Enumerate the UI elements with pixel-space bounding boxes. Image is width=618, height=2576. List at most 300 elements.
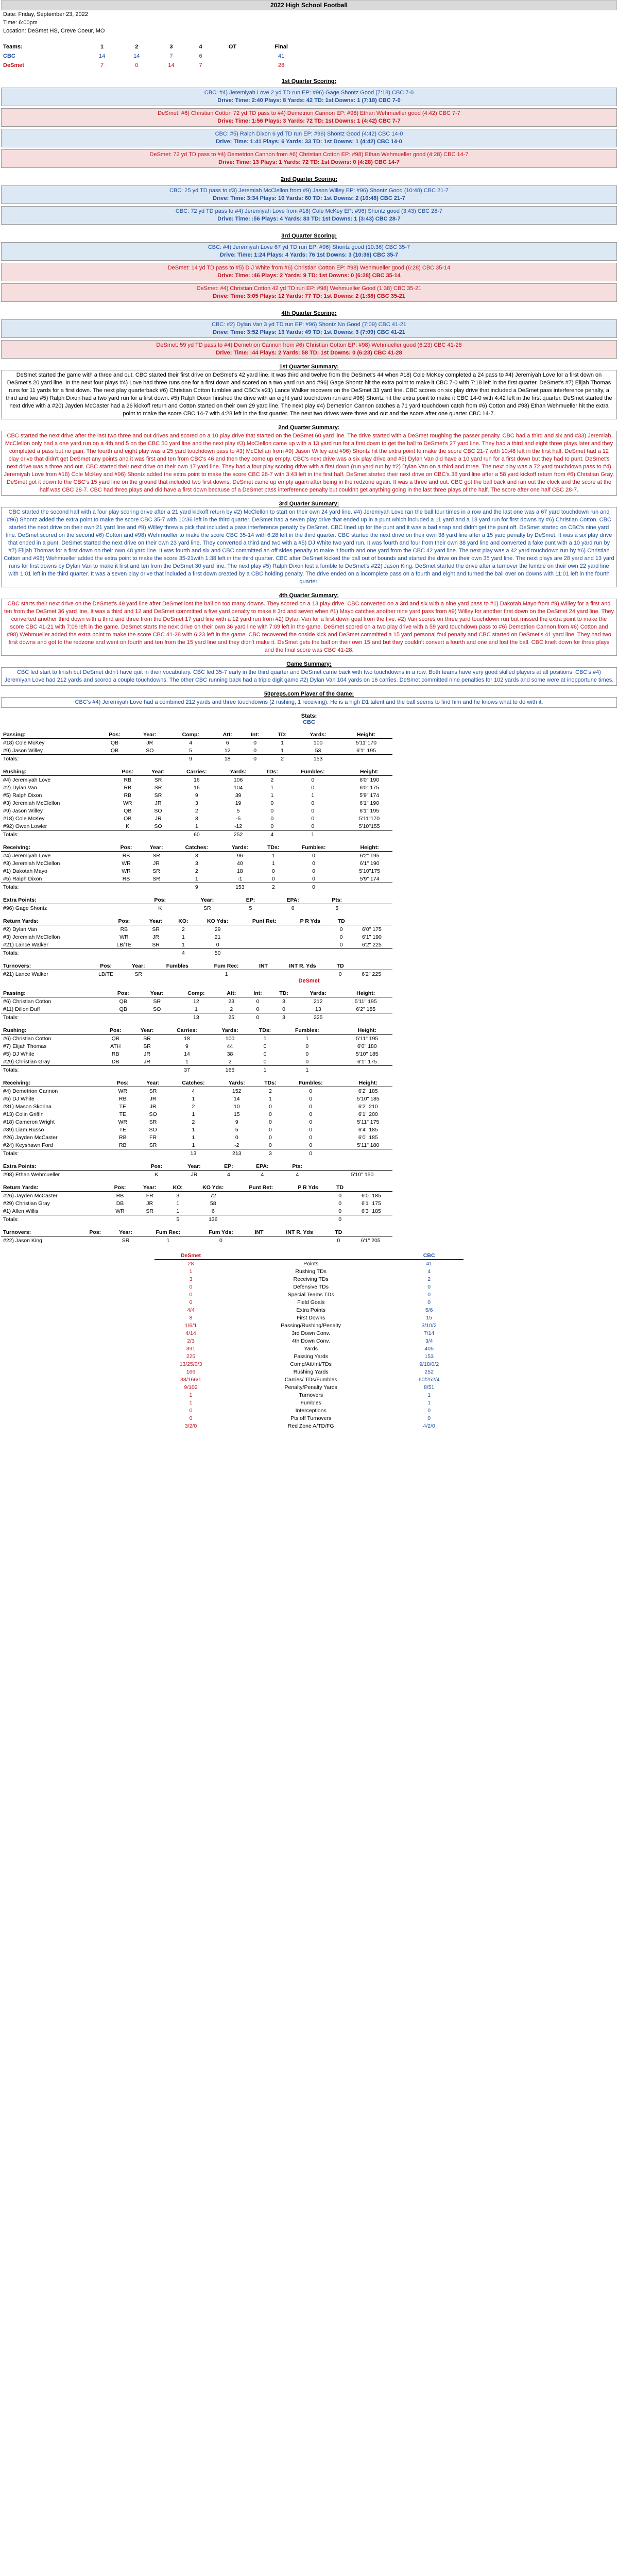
stats-cell: RB [122, 875, 130, 882]
stats-cell: 0 [309, 1126, 313, 1133]
stats-cell: 0 [235, 1134, 238, 1141]
comparison-cbc-value: 5/6 [425, 1307, 433, 1313]
stats-total-cell: 0 [285, 1149, 336, 1158]
stats-cell: 3 [176, 1192, 180, 1199]
stats-cell [336, 1126, 344, 1133]
comparison-category: Points [303, 1260, 319, 1267]
comparison-category: Special Teams TDs [287, 1291, 334, 1298]
scoring-play-drive: Drive: Time: :46 Plays: 2 Yards: 9 TD: 1st Downs: 0 (6:28) CBC 35-14 [217, 273, 401, 279]
comparison-row [154, 1391, 464, 1399]
stats-cell [240, 933, 289, 941]
stats-cell: JR [154, 815, 162, 822]
stats-header-cell: Year: [130, 1026, 163, 1035]
stats-header-row [1, 1162, 392, 1171]
stats-header-cell: Year: [131, 731, 168, 739]
stats-cell: 6'1" 190 [359, 860, 380, 867]
stats-total-cell [141, 883, 172, 891]
quarter-summary-text: CBC starts their next drive on the DeSmet's 49 yard line after DeSmet lost the ball on too many downs. They scored on a 13 play drive. CBC converted on a 3rd and six with a nine yard pass to #1) Dakotah Mayo from #9) Willey for a first and ten from the DeSmet 36 yard line. It was a third and 12 and DeSmet committed a five yard penalty to make it 3rd and seven when #1) Mayo catches another nine yard pass from #9) Willey for another first down on the DeSmet 24 yard line. They converted another third down with a third and three from the DeSmet 17 yard line with a 12 yard run from #2) Dylan Van for a first down goal from the five. #2) Van scores on three yard touchdown run but missed the extra point to make the score CBC 41-21 with 7:09 left in the game. DeSmet starts the next drive on their own 36 yard line with 7:09 left in the game. DeSmet scored on a two play drive with a 59 yard touchdown pass to #6) Demetrion Cannon from #6) Cotton and #98) Wehmueller added the extra point to make the score CBC 41-28 with 6:23 left in the game. CBC recovered the onside kick and DeSmet committed a 15 yard personal foul penalty and CBC started on DeSmet's 41 yard line. They had two first downs and got to the redzone and went on fourth and ten from the 15 yard line and they didn't make it. DeSmet gets the ball on their own 15 and but they couldn't convert a fourth and one and lost the ball. CBC knelt down for three plays and the final score was CBC 41-28. [1, 599, 617, 656]
comparison-cbc-value: 405 [424, 1345, 434, 1352]
stats-total-cell [107, 949, 141, 957]
stats-header-cell: P R Yds [286, 1183, 330, 1192]
stats-cell: FR [149, 1134, 157, 1141]
comparison-cbc-value: 1 [427, 1399, 431, 1406]
stats-cell: #18) Cole McKey [3, 739, 45, 746]
stats-cell: 96 [237, 852, 243, 859]
scoring-play-desc: DeSmet: 72 yd TD pass to #4) Demetrion Cannon from #6) Christian Cotton EP: #98) Ethan Wehmueller good (4:28) CBC 14-7 [149, 151, 469, 158]
stats-header-cell: Punt Ret: [240, 917, 289, 925]
stats-cell: -2 [234, 1142, 239, 1148]
stats-header-cell: Int: [242, 731, 268, 739]
stats-total-cell [236, 1215, 286, 1224]
stats-header-cell: INT [247, 1228, 271, 1236]
stats-header-cell: Pos: [107, 917, 141, 925]
comparison-category-header [227, 1251, 394, 1260]
stats-header-cell [350, 1183, 392, 1192]
stats-cell: #81) Mason Skorina [3, 1103, 52, 1110]
stats-header-cell: Yards: [296, 731, 340, 739]
scoring-play-desc: CBC: 72 yd TD pass to #4) Jeremiyah Love from #18) Cole McKey EP: #96) Shontz good (3:43) CBC 28-7 [175, 208, 443, 214]
comparison-cbc-value: 0 [427, 1407, 431, 1414]
stats-header-cell: Year: [141, 843, 172, 852]
stats-header-cell: EPA: [244, 1162, 281, 1171]
stats-header-cell: Pos: [113, 768, 142, 776]
stats-total-cell [112, 883, 141, 891]
comparison-cbc-value: 252 [424, 1368, 434, 1375]
stats-row [1, 799, 392, 807]
stats-cell: RB [119, 1134, 127, 1141]
stats-header-cell: Yards: [221, 843, 259, 852]
stats-cell: 14 [184, 1050, 190, 1057]
scoreboard-row-desmet: DeSmet 7 0 14 7 28 [3, 62, 285, 69]
stats-cell: 0 [216, 941, 219, 948]
comparison-row [154, 1406, 464, 1414]
comparison-desmet-value: 0 [189, 1299, 193, 1306]
stats-cell [339, 867, 347, 875]
game-summary-title: Game Summary: [286, 661, 332, 667]
stats-total-row [1, 1149, 392, 1158]
stats-cell: 0 [309, 1142, 313, 1148]
stats-cell: 3 [282, 998, 285, 1005]
comparison-cbc-value: 8/51 [423, 1384, 435, 1391]
stats-cell: 0 [268, 1126, 272, 1133]
comparison-team-cbc: CBC [394, 1251, 464, 1260]
comparison-desmet-value: 3/2/0 [184, 1422, 197, 1429]
stats-cell: SR [154, 784, 162, 791]
comparison-cbc-value: 2 [427, 1276, 431, 1282]
stats-cell: SO [154, 823, 162, 829]
stats-table [1, 843, 392, 891]
stats-total-cell [130, 1066, 163, 1074]
stats-cell: K [154, 1171, 159, 1178]
stats-header-cell: Receiving: [1, 843, 112, 852]
game-report [1, 0, 617, 1430]
stats-total-cell [140, 1013, 175, 1022]
stats-cell: QB [110, 739, 119, 746]
scoring-play-drive: Drive: Time: 1:56 Plays: 3 Yards: 72 TD: 1st Downs: 1 (4:42) CBC 7-7 [217, 118, 401, 124]
stats-cell: 38 [227, 1050, 233, 1057]
stats-cell: #11) Dillon Duff [3, 1006, 40, 1012]
stats-cell [289, 941, 332, 949]
stats-cell: 4 [227, 1171, 230, 1178]
stats-total-cell [340, 755, 392, 763]
stats-cell: 4 [189, 739, 193, 746]
scoring-play-drive: Drive: Time: 1:41 Plays: 6 Yards: 33 TD: 1st Downs: 1 (4:42) CBC 14-0 [216, 139, 402, 145]
stats-cell: 0 [309, 1095, 313, 1102]
comparison-category: Rushing TDs [295, 1268, 327, 1275]
comparison-cbc-value: 4 [427, 1268, 431, 1275]
comparison-cbc-value: 153 [424, 1353, 434, 1360]
comparison-category: 4th Down Conv. [291, 1337, 330, 1344]
comparison-category: 3rd Down Conv. [291, 1330, 330, 1336]
scoring-summary [1, 77, 617, 359]
stats-cell: 15 [233, 1111, 240, 1117]
stats-cell: 1 [195, 823, 198, 829]
stats-cell: 152 [232, 1088, 242, 1094]
stats-header-cell: Passing: [1, 989, 107, 997]
stats-header-cell: Year: [110, 1228, 142, 1236]
stats-cell: #18) Cole McKey [3, 815, 45, 822]
stats-total-cell: 5 [165, 1215, 191, 1224]
scoring-play-desc: CBC: #2) Dylan Van 3 yd TD run EP: #96) Shontz No Good (7:09) CBC 41-21 [211, 321, 407, 328]
stats-total-cell: 4 [257, 831, 287, 839]
stats-cell: #3) Jeremiah McClellon [3, 800, 60, 806]
scoring-play-desc: CBC: #4) Jeremiyah Love 2 yd TD run EP: #96) Gage Shontz Good (7:18) CBC 7-0 [204, 90, 414, 96]
stats-cell: SR [154, 776, 162, 783]
stats-header-cell: Year: [182, 896, 232, 904]
stats-row [1, 739, 392, 747]
stats-cell: #22) Jason King [3, 1237, 42, 1244]
stats-header-cell: Int: [245, 989, 270, 997]
stats-total-cell [240, 949, 289, 957]
stats-cell: 0 [256, 998, 260, 1005]
stats-cell: 6'0" 180 [357, 1043, 377, 1049]
stats-row [1, 747, 392, 755]
quarter-scoring-section [1, 232, 617, 302]
comparison-cbc-value: 41 [426, 1260, 433, 1267]
stats-cell: 1 [311, 792, 315, 799]
stats-cell [357, 904, 369, 912]
stats-cell: K [126, 823, 130, 829]
stats-cell: #29) Christian Gray [3, 1200, 50, 1207]
stats-header-cell: Yards: [218, 1079, 255, 1087]
stats-total-cell: 2 [268, 755, 296, 763]
comparison-desmet-value: 4/4 [187, 1307, 195, 1313]
stats-table [1, 989, 392, 1021]
comparison-cbc-value: 0 [427, 1299, 431, 1306]
stats-cell: 9 [235, 1118, 238, 1125]
stats-cell: 5'11"170 [359, 815, 380, 822]
stats-cell: 3 [195, 800, 198, 806]
stats-row [1, 1126, 392, 1133]
stats-total-cell: Totals: [1, 1066, 100, 1074]
comparison-desmet-value: 1 [189, 1268, 193, 1275]
comparison-desmet-value: 8 [189, 1314, 193, 1321]
stats-row [1, 776, 392, 784]
stats-cell: 0 [270, 800, 274, 806]
stats-cell: 6'2" 210 [358, 1103, 378, 1110]
stats-total-cell: 0 [330, 1215, 350, 1224]
stats-cell: 18 [237, 868, 243, 874]
team-comparison [154, 1251, 464, 1430]
stats-header-cell: Year: [141, 917, 171, 925]
stats-cell: 5'10"155 [358, 823, 380, 829]
potg-text: CBC's #4) Jeremiyah Love had a combined 212 yards and three touchdowns (2 rushing, 1 receiving). He is a high D1 talent and the ball seems to find him and he knows what to do with it. [1, 697, 617, 708]
stats-total-cell [351, 949, 392, 957]
stats-total-cell: 25 [218, 1013, 245, 1022]
stats-cell: 0 [253, 747, 257, 754]
stats-total-cell: 153 [221, 883, 259, 891]
stats-cell: 6'1" 200 [358, 1111, 378, 1117]
stats-cell [240, 941, 289, 949]
stats-header-cell: EP: [232, 896, 269, 904]
stats-header-cell: Fum Rec: [201, 962, 252, 970]
stats-cell: SR [143, 1043, 151, 1049]
stats-total-cell [339, 1013, 392, 1022]
stats-cell: 0 [312, 852, 315, 859]
stats-header-cell: Fumbles: [285, 1079, 336, 1087]
stats-total-cell [134, 1215, 165, 1224]
stats-cell: 5'11" 195 [354, 998, 377, 1005]
stats-header-cell [339, 768, 347, 776]
stats-total-cell [141, 949, 171, 957]
stats-cell: 12 [193, 998, 199, 1005]
stats-header-cell: Receiving: [1, 1079, 108, 1087]
stats-header-cell [323, 1162, 332, 1171]
stats-cell: 1 [181, 941, 185, 948]
stats-cell: SR [152, 941, 160, 948]
stats-row [1, 1087, 392, 1095]
stats-cell: 0 [338, 1200, 342, 1207]
stats-row [1, 1133, 392, 1141]
comparison-category: Comp/Att/Int/TDs [290, 1361, 332, 1367]
stats-header-cell: Att: [218, 989, 245, 997]
stats-cell: RB [124, 792, 132, 799]
stats-total-cell: Totals: [1, 755, 98, 763]
stats-cell: 1 [176, 1200, 180, 1207]
stats-cell: WR [123, 800, 132, 806]
stats-total-cell: 13 [175, 1013, 218, 1022]
scoring-play [1, 340, 617, 359]
stats-total-row [1, 949, 392, 957]
stats-cell: QB [124, 807, 132, 814]
stats-cell: SO [153, 1006, 161, 1012]
stats-cell: 0 [270, 815, 274, 822]
stats-cell [252, 970, 274, 978]
stats-cell: 0 [305, 1043, 309, 1049]
stats-cell: 100 [225, 1035, 235, 1042]
comparison-row [154, 1291, 464, 1298]
stats-cell: 6 [291, 905, 295, 911]
stats-header-cell: INT [252, 962, 274, 970]
stats-cell: 6'1" 175 [357, 1058, 377, 1065]
comparison-row [154, 1383, 464, 1391]
scoring-play-desc: DeSmet: 59 yd TD pass to #4) Demetrion Cannon from #6) Christian Cotton EP: #98) Wehmueller good (6:23) CBC 41-28 [156, 342, 462, 348]
stats-total-cell: 0 [288, 883, 339, 891]
stats-header-row [1, 1026, 392, 1035]
stats-cell: #9) Jason Willey [3, 807, 43, 814]
stats-total-cell: 166 [210, 1066, 249, 1074]
stats-cell: #3) Jeremiah McClellon [3, 860, 60, 867]
stats-cell: 6'1" 195 [356, 747, 376, 754]
stats-cell: 6'1" 195 [359, 807, 380, 814]
stats-cell: 5'11" 175 [357, 1118, 380, 1125]
stats-team-cbc: CBC [303, 719, 315, 725]
stats-header-cell: INT R. Yds [275, 962, 330, 970]
stats-table [1, 1228, 392, 1244]
stats-cell [240, 925, 289, 934]
stats-cell: 1 [281, 747, 284, 754]
stats-row [1, 875, 392, 883]
stats-cell [334, 1035, 341, 1043]
stats-header-cell: TD [330, 1183, 350, 1192]
stats-header-cell: Pos: [106, 1183, 134, 1192]
stats-cell: LB/TE [98, 971, 114, 977]
stats-cell: 12 [224, 747, 231, 754]
stats-cell: 0 [311, 815, 315, 822]
stats-cell: 58 [210, 1200, 216, 1207]
stats-total-cell: Totals: [1, 883, 112, 891]
stats-cell: 0 [339, 934, 343, 940]
stats-header-row [1, 1183, 392, 1192]
stats-desmet [1, 989, 617, 1244]
stats-cell: SO [149, 1111, 157, 1117]
stats-cell: WR [115, 1208, 125, 1214]
stats-header-cell: TDs: [257, 768, 287, 776]
stats-cell [286, 1207, 330, 1215]
stats-cell: #98) Ethan Wehmueller [3, 1171, 60, 1178]
stats-cell: 2 [192, 1103, 195, 1110]
comparison-desmet-value: 0 [189, 1415, 193, 1421]
stats-header-cell: Carries: [164, 1026, 211, 1035]
quarter-summary-text: CBC started the next drive after the last two three and out drives and scored on a 10 play drive that started on the DeSmet 60 yard line. The drive started with a DeSmet roughing the passer penalty. CBC had a third and six and #33) Jeremiah McClellon only had a one yard run on a 4th and 5 on the CBC 50 yard line and the next play #3) McClellon came up with a 13 yard run for a first down to get the ball to DeSmet's 27 yard line. They had a third and eight three plays later and they completed a pass but no gain. The fourth and eight play was a 25 yard touchdown pass to #3) McClellan from #9) Jason Willey and #96) Shontz hit the extra point to make the score CBC 21-7 with 10:48 left in the first half. DeSmet had a 12 play drive that didn't get DeSmet any points and it was first and ten from CBC's 46 and then they come up empty. CBC's next drive was a six play drive and #5) Dylan Van did have a 10 yard run for a first down but they had to punt. DeSmet's next drive was a three and out. CBC started their next drive on their own 17 yard line. They had a four play scoring drive with a first down (run yard run by #2) Dylan Van on a third and three. The next play was a 72 yard touchdown pass to #4) Jeremiyah Love from #18) Cole McKey and #96) Shontz added the extra point to make the score CBC 28-7 with 3:43 left in the first half. DeSmet started their next drive on CBC's 38 yard line after a 58 yard kickoff return from #6) Christian Gray. DeSmet got it down to the CBC's 15 yard line on the ground that included two first downs. DeSmet came up empty again after being in the redzone again. It was a three and out. CBC got the ball back and ran out the clock and the score at the half was CBC 28-7. CBC had three plays and did have a first down because of a DeSmet pass interference penalty but couldn't get anything going in the last three plays of the half. The score after one half CBC 28-7. [1, 431, 617, 496]
stats-cell: 5'11" 180 [357, 1142, 380, 1148]
stats-cell: 3 [195, 860, 198, 867]
stats-header-cell: Fum Yds: [195, 1228, 247, 1236]
comparison-desmet-value: 1/6/1 [184, 1322, 197, 1329]
stats-cell: #13) Colin Griffin [3, 1111, 44, 1117]
stats-cell: 0 [312, 860, 315, 867]
stats-header-cell: Return Yards: [1, 917, 107, 925]
stats-header-cell [351, 917, 392, 925]
stats-cell [80, 1236, 110, 1245]
comparison-row [154, 1337, 464, 1345]
potg-title: 50preps.com Player of the Game: [264, 691, 354, 697]
stats-total-cell: 2 [259, 883, 288, 891]
stats-header-cell [381, 896, 392, 904]
stats-row [1, 933, 392, 941]
stats-cell: K [158, 905, 162, 911]
comparison-desmet-value: 38/166/1 [180, 1376, 201, 1383]
stats-cell: #4) Demetrion Cannon [3, 1088, 58, 1094]
comparison-cbc-value: 60/252/4 [418, 1376, 440, 1383]
stats-header-cell: KO: [171, 917, 196, 925]
stats-cell: 6'2" 225 [362, 971, 382, 977]
stats-cell: 1 [192, 1111, 195, 1117]
stats-cell: SR [149, 1142, 157, 1148]
stats-cell [339, 791, 347, 799]
stats-cell: #2) Dylan Van [3, 926, 37, 933]
stats-cell: SR [143, 1035, 151, 1042]
comparison-category: Field Goals [297, 1299, 325, 1306]
stats-total-cell: Totals: [1, 1215, 106, 1224]
stats-cell: #6) Christian Cotton [3, 998, 52, 1005]
stats-total-cell [137, 1149, 168, 1158]
stats-header-cell [369, 896, 381, 904]
stats-row [1, 1207, 392, 1215]
stats-cell: 0 [256, 1006, 260, 1012]
stats-cell: 1 [166, 1237, 170, 1244]
stats-header-row [1, 1079, 392, 1087]
stats-cell [154, 970, 201, 978]
stats-row [1, 867, 392, 875]
stats-total-row [1, 1066, 392, 1074]
stats-cell: 1 [195, 875, 198, 882]
quarter-summary-text: CBC started the second half with a four play scoring drive after a 21 yard kickoff return by #2) McClellon to start on their own 24 yard line. #4) Jeremiyah Love ran the ball four times in a row and the last one was a 67 yard touchdown run and #96) Shontz added the extra point to make the score CBC 35-7 with 10:36 left in the third quarter. DeSmet had a seven play drive that ended up in a punt which included a 11 yard and a 18 yard run for first downs by #6) Christian Cotton. CBC started the next drive on their own 21 yard line and #9) Willey threw a pick that included a pass interference penalty by DeSmet. CBC lined up for the punt and it was a bad snap and didn't get the punt off. DeSmet started on CBC's nine yard line. DeSmet scored on the second #6) Cotton and #98) Wehmueller to make the score CBC 35-14 with 6:28 left in the third quarter. CBC started the next drive on their own 38 yard line after a 15 yard penalty by DeSmet. It was a six play drive that ended in a punt. DeSmet started the next drive on their own 23 yard line. They converted a third and two with a #5) DJ White two yard run. It was fourth and four from their own 38 yard line and converted a fake punt with a 10 yard run by #7) Elijah Thomas for a first down on their own 48 yard line. It was fourth and six and CBC committed an off sides penalty to make it fourth and one yard from the CBC 42 yard line. The next play was a 42 yard touchdown run by #6) Christian Cotton and #98) Wehmueller added the extra point to make the score 35-21with 1:38 left in the third quarter. CBC after DeSmet kicked the ball out of bounds and started the drive on their own 35 yard line. The next plays are 28 yard and 13 yard runs for first downs by Dylan Van to make it first and ten from the DeSmet 30 yard line. The next play #5) Ralph Dixon lost a fumble to DeSmet's #22) Jason King. DeSmet started the drive after a turnover the fumble on their own 22 yard line with 1:01 left in the third quarter. It was a seven play drive that included a first down created by a CBC holding penalty. The drive ended on a incomplete pass on a fourth and eight and turned the ball over on downs with 11:01 left in the fourth quarter. [1, 507, 617, 587]
stats-cell: 5'11"170 [356, 739, 377, 746]
stats-cell: 40 [237, 860, 243, 867]
comparison-cbc-value: 1 [427, 1392, 431, 1398]
stats-total-cell: 1 [287, 831, 339, 839]
stats-cell: LB/TE [116, 941, 132, 948]
stats-header-row [1, 917, 392, 925]
stats-cell: #96) Gage Shontz [3, 905, 47, 911]
stats-header-cell: Year: [137, 1079, 168, 1087]
stats-cell [314, 1171, 323, 1179]
stats-cell: 0 [312, 868, 315, 874]
stats-cell [236, 1192, 286, 1200]
comparison-category: Turnovers [299, 1392, 323, 1398]
stats-cell [336, 1118, 344, 1126]
comparison-cbc-value: 3/10/2 [421, 1322, 437, 1329]
comparison-team-desmet: DeSmet [154, 1251, 227, 1260]
stats-cell: JR [191, 1171, 198, 1178]
stats-total-cell: 60 [174, 831, 219, 839]
stats-header-cell: Yards: [219, 768, 258, 776]
stats-row [1, 807, 392, 815]
stats-total-cell: Totals: [1, 831, 113, 839]
stats-cell: 0 [311, 800, 315, 806]
comparison-cbc-value: 9/18/0/2 [419, 1361, 439, 1367]
comparison-header [154, 1251, 464, 1260]
stats-cell: 6'1" 190 [362, 934, 382, 940]
stats-total-cell: 1 [280, 1066, 334, 1074]
comparison-row [154, 1306, 464, 1314]
stats-cell [336, 1103, 344, 1110]
stats-cell: 1 [225, 971, 228, 977]
stats-cell: 0 [311, 784, 315, 791]
stats-header-cell: Turnovers: [1, 1228, 80, 1236]
stats-cell: QB [110, 747, 119, 754]
stats-cell: 14 [233, 1095, 240, 1102]
game-summary-text: CBC led start to finish but DeSmet didn't have quit in their vocabulary. CBC led 35-7 early in the third quarter and DeSmet came back with two touchdowns in a row. Both teams have very good skilled players at all positions. CBC's #4) Jeremiyah Love had 212 yards and scored a couple touchdowns. The other CBC running back had a triple digit game #2) Dylan Van 104 yards on 16 carries. DeSmet committed nine penalties for 102 yards and some were at inopportune times. [1, 667, 617, 686]
stats-cell: SR [149, 1118, 157, 1125]
stats-cell: 5'10" 185 [357, 1095, 380, 1102]
stats-cell: #4) Jeremiyah Love [3, 852, 51, 859]
stats-total-cell [100, 1066, 131, 1074]
stats-cell: 100 [313, 739, 323, 746]
stats-cell: 5'9" 174 [359, 792, 380, 799]
stats-header-cell: TDs: [255, 1079, 285, 1087]
stats-cell: 9 [195, 792, 198, 799]
stats-cell: #21) Lance Walker [3, 941, 48, 948]
stats-cell: QB [124, 815, 132, 822]
stats-cell: 1 [194, 1006, 198, 1012]
stats-cell: 106 [233, 776, 243, 783]
stats-cell: #7) Elijah Thomas [3, 1043, 47, 1049]
scoring-play [1, 185, 617, 204]
stats-cell: 5'9" 174 [359, 875, 380, 882]
scoring-play [1, 149, 617, 168]
